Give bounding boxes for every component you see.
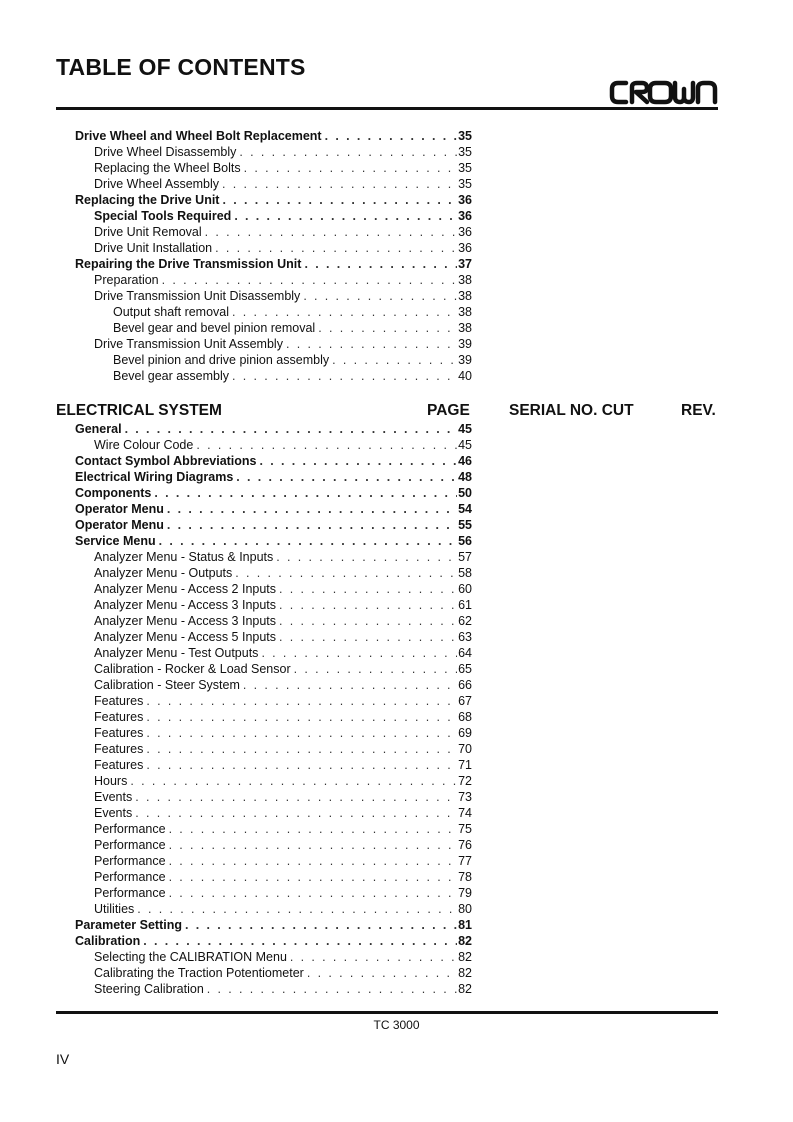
crown-logo-icon bbox=[609, 78, 719, 106]
toc-entry-page: 48 bbox=[458, 470, 472, 484]
rev-column-header: REV. bbox=[681, 402, 716, 419]
dot-leader bbox=[325, 128, 458, 144]
toc-entry[interactable] bbox=[56, 661, 472, 677]
toc-entry[interactable] bbox=[56, 757, 472, 773]
toc-entry-title: Features bbox=[94, 742, 144, 756]
toc-entry-title: Repairing the Drive Transmission Unit bbox=[75, 257, 302, 271]
dot-leader bbox=[235, 565, 457, 581]
toc-entry-title: Drive Wheel Disassembly bbox=[94, 145, 237, 159]
toc-entry-page: 45 bbox=[458, 438, 472, 452]
dot-leader bbox=[279, 629, 457, 645]
toc-entry-page: 56 bbox=[458, 534, 472, 548]
toc-entry-title: Bevel gear and bevel pinion removal bbox=[113, 321, 316, 335]
toc-entry[interactable] bbox=[56, 128, 472, 144]
toc-entry-page: 39 bbox=[458, 353, 472, 367]
toc-entry-page: 64 bbox=[458, 646, 472, 660]
toc-entry[interactable] bbox=[56, 789, 472, 805]
toc-entry-title: Special Tools Required bbox=[94, 209, 232, 223]
page-column-header: PAGE bbox=[427, 402, 470, 419]
toc-entry-title: Analyzer Menu - Access 2 Inputs bbox=[94, 582, 277, 596]
toc-entry[interactable] bbox=[56, 304, 472, 320]
dot-leader bbox=[307, 965, 457, 981]
toc-entry[interactable] bbox=[56, 725, 472, 741]
crown-logo bbox=[609, 78, 719, 106]
dot-leader bbox=[260, 453, 458, 469]
toc-entry-page: 67 bbox=[458, 694, 472, 708]
toc-entry-page: 39 bbox=[458, 337, 472, 351]
toc-entry[interactable] bbox=[56, 288, 472, 304]
toc-entry[interactable] bbox=[56, 581, 472, 597]
toc-entry[interactable] bbox=[56, 469, 472, 485]
toc-entry-title: Output shaft removal bbox=[113, 305, 230, 319]
toc-entry[interactable] bbox=[56, 933, 472, 949]
dot-leader bbox=[332, 352, 457, 368]
toc-entry-title: Electrical Wiring Diagrams bbox=[75, 470, 234, 484]
toc-entry[interactable] bbox=[56, 240, 472, 256]
dot-leader bbox=[125, 421, 458, 437]
toc-entry-title: Analyzer Menu - Access 3 Inputs bbox=[94, 614, 277, 628]
toc-entry[interactable] bbox=[56, 533, 472, 549]
toc-entry-page: 54 bbox=[458, 502, 472, 516]
toc-entry-title: Features bbox=[94, 694, 144, 708]
toc-entry[interactable] bbox=[56, 965, 472, 981]
dot-leader bbox=[318, 320, 457, 336]
toc-entry-page: 36 bbox=[458, 241, 472, 255]
toc-entry-page: 57 bbox=[458, 550, 472, 564]
dot-leader bbox=[169, 837, 458, 853]
toc-entry-title: Performance bbox=[94, 854, 166, 868]
toc-entry-page: 77 bbox=[458, 854, 472, 868]
toc-entry-title: Calibration - Steer System bbox=[94, 678, 240, 692]
toc-entry[interactable] bbox=[56, 741, 472, 757]
toc-entry-page: 62 bbox=[458, 614, 472, 628]
toc-entry[interactable] bbox=[56, 981, 472, 997]
toc-entry[interactable] bbox=[56, 565, 472, 581]
dot-leader bbox=[143, 933, 457, 949]
toc-entry-title: General bbox=[75, 422, 122, 436]
toc-entry-title: Components bbox=[75, 486, 152, 500]
dot-leader bbox=[232, 368, 457, 384]
toc-entry-title: Analyzer Menu - Test Outputs bbox=[94, 646, 259, 660]
toc-entry-page: 45 bbox=[458, 422, 472, 436]
toc-entry-page: 82 bbox=[458, 934, 472, 948]
toc-entry-title: Analyzer Menu - Status & Inputs bbox=[94, 550, 274, 564]
toc-entry-page: 60 bbox=[458, 582, 472, 596]
dot-leader bbox=[279, 581, 457, 597]
toc-entry-page: 55 bbox=[458, 518, 472, 532]
dot-leader bbox=[261, 645, 457, 661]
toc-entry-page: 82 bbox=[458, 950, 472, 964]
toc-entry[interactable] bbox=[56, 869, 472, 885]
toc-entry-title: Performance bbox=[94, 886, 166, 900]
dot-leader bbox=[185, 917, 457, 933]
dot-leader bbox=[135, 789, 457, 805]
toc-entry-title: Steering Calibration bbox=[94, 982, 204, 996]
toc-entry[interactable] bbox=[56, 917, 472, 933]
toc-entry-title: Replacing the Drive Unit bbox=[75, 193, 220, 207]
toc-entry[interactable] bbox=[56, 437, 472, 453]
dot-leader bbox=[146, 693, 457, 709]
toc-entry[interactable] bbox=[56, 709, 472, 725]
toc-entry-page: 75 bbox=[458, 822, 472, 836]
toc-list-maintenance bbox=[56, 128, 472, 384]
model-name: TC 3000 bbox=[373, 1018, 420, 1032]
dot-leader bbox=[162, 272, 457, 288]
toc-entry[interactable] bbox=[56, 901, 472, 917]
toc-entry-page: 36 bbox=[458, 225, 472, 239]
toc-entry[interactable] bbox=[56, 501, 472, 517]
toc-entry[interactable] bbox=[56, 176, 472, 192]
toc-entry-title: Bevel pinion and drive pinion assembly bbox=[113, 353, 330, 367]
toc-entry-page: 79 bbox=[458, 886, 472, 900]
dot-leader bbox=[279, 613, 457, 629]
toc-entry[interactable] bbox=[56, 645, 472, 661]
page-title: TABLE OF CONTENTS bbox=[56, 54, 306, 80]
toc-list-electrical bbox=[56, 421, 472, 997]
toc-entry[interactable] bbox=[56, 677, 472, 693]
toc-entry-page: 61 bbox=[458, 598, 472, 612]
toc-entry-page: 36 bbox=[458, 193, 472, 207]
dot-leader bbox=[146, 725, 457, 741]
toc-entry-page: 74 bbox=[458, 806, 472, 820]
toc-entry-page: 73 bbox=[458, 790, 472, 804]
toc-entry[interactable] bbox=[56, 597, 472, 613]
toc-entry-page: 63 bbox=[458, 630, 472, 644]
toc-entry-title: Parameter Setting bbox=[75, 918, 182, 932]
dot-leader bbox=[169, 869, 458, 885]
toc-entry-title: Wire Colour Code bbox=[94, 438, 194, 452]
toc-entry-title: Drive Transmission Unit Disassembly bbox=[94, 289, 301, 303]
dot-leader bbox=[222, 176, 457, 192]
toc-entry-title: Service Menu bbox=[75, 534, 156, 548]
dot-leader bbox=[169, 885, 458, 901]
dot-leader bbox=[222, 192, 457, 208]
footer-rule bbox=[56, 1011, 718, 1014]
toc-entry-title: Calibrating the Traction Potentiometer bbox=[94, 966, 304, 980]
toc-entry-title: Analyzer Menu - Outputs bbox=[94, 566, 233, 580]
toc-entry-page: 40 bbox=[458, 369, 472, 383]
toc-entry-page: 68 bbox=[458, 710, 472, 724]
toc-entry-title: Drive Wheel Assembly bbox=[94, 177, 220, 191]
toc-entry[interactable] bbox=[56, 192, 472, 208]
toc-entry-page: 35 bbox=[458, 129, 472, 143]
dot-leader bbox=[304, 256, 457, 272]
dot-leader bbox=[215, 240, 457, 256]
dot-leader bbox=[290, 949, 457, 965]
toc-entry-title: Features bbox=[94, 710, 144, 724]
dot-leader bbox=[130, 773, 457, 789]
toc-entry-title: Operator Menu bbox=[75, 518, 164, 532]
toc-entry-title: Calibration bbox=[75, 934, 141, 948]
toc-entry[interactable] bbox=[56, 485, 472, 501]
toc-entry-page: 82 bbox=[458, 966, 472, 980]
section-title: ELECTRICAL SYSTEM bbox=[56, 402, 222, 419]
toc-entry-page: 37 bbox=[458, 257, 472, 271]
toc-entry[interactable] bbox=[56, 773, 472, 789]
toc-entry[interactable] bbox=[56, 821, 472, 837]
toc-entry-page: 70 bbox=[458, 742, 472, 756]
toc-entry[interactable] bbox=[56, 629, 472, 645]
toc-entry-title: Contact Symbol Abbreviations bbox=[75, 454, 257, 468]
toc-entry-title: Preparation bbox=[94, 273, 159, 287]
toc-entry[interactable] bbox=[56, 368, 472, 384]
toc-entry-page: 66 bbox=[458, 678, 472, 692]
toc-entry[interactable] bbox=[56, 224, 472, 240]
toc-entry-page: 35 bbox=[458, 161, 472, 175]
dot-leader bbox=[135, 805, 457, 821]
dot-leader bbox=[146, 741, 457, 757]
dot-leader bbox=[167, 501, 457, 517]
toc-entry-page: 80 bbox=[458, 902, 472, 916]
toc-entry-title: Replacing the Wheel Bolts bbox=[94, 161, 241, 175]
dot-leader bbox=[169, 853, 458, 869]
toc-entry-page: 38 bbox=[458, 321, 472, 335]
dot-leader bbox=[303, 288, 457, 304]
toc-entry[interactable] bbox=[56, 613, 472, 629]
toc-entry[interactable] bbox=[56, 160, 472, 176]
toc-entry-title: Performance bbox=[94, 870, 166, 884]
toc-entry-page: 50 bbox=[458, 486, 472, 500]
dot-leader bbox=[146, 709, 457, 725]
toc-entry[interactable] bbox=[56, 549, 472, 565]
toc-entry[interactable] bbox=[56, 885, 472, 901]
dot-leader bbox=[167, 517, 457, 533]
dot-leader bbox=[279, 597, 457, 613]
dot-leader bbox=[236, 469, 457, 485]
toc-entry[interactable] bbox=[56, 853, 472, 869]
toc-entry[interactable] bbox=[56, 320, 472, 336]
serial-column-header: SERIAL NO. CUT bbox=[509, 402, 634, 419]
toc-entry[interactable] bbox=[56, 421, 472, 437]
toc-entry-title: Features bbox=[94, 758, 144, 772]
toc-entry-page: 72 bbox=[458, 774, 472, 788]
toc-entry-page: 36 bbox=[458, 209, 472, 223]
toc-entry-title: Drive Transmission Unit Assembly bbox=[94, 337, 283, 351]
dot-leader bbox=[205, 224, 457, 240]
toc-entry-page: 38 bbox=[458, 305, 472, 319]
toc-entry-title: Events bbox=[94, 790, 133, 804]
toc-entry-page: 82 bbox=[458, 982, 472, 996]
dot-leader bbox=[137, 901, 457, 917]
toc-entry[interactable] bbox=[56, 336, 472, 352]
toc-entry-page: 38 bbox=[458, 289, 472, 303]
toc-entry[interactable] bbox=[56, 837, 472, 853]
dot-leader bbox=[286, 336, 457, 352]
toc-entry-title: Hours bbox=[94, 774, 128, 788]
toc-entry-title: Drive Wheel and Wheel Bolt Replacement bbox=[75, 129, 322, 143]
dot-leader bbox=[294, 661, 457, 677]
toc-entry-page: 81 bbox=[458, 918, 472, 932]
toc-entry-title: Operator Menu bbox=[75, 502, 164, 516]
dot-leader bbox=[154, 485, 457, 501]
toc-entry-title: Drive Unit Installation bbox=[94, 241, 213, 255]
toc-entry-page: 69 bbox=[458, 726, 472, 740]
toc-entry[interactable] bbox=[56, 453, 472, 469]
toc-entry-title: Events bbox=[94, 806, 133, 820]
toc-entry[interactable] bbox=[56, 256, 472, 272]
toc-entry-title: Utilities bbox=[94, 902, 135, 916]
dot-leader bbox=[196, 437, 457, 453]
toc-entry[interactable] bbox=[56, 805, 472, 821]
dot-leader bbox=[239, 144, 457, 160]
toc-entry[interactable] bbox=[56, 272, 472, 288]
dot-leader bbox=[207, 981, 457, 997]
toc-entry[interactable] bbox=[56, 208, 472, 224]
toc-entry-page: 35 bbox=[458, 177, 472, 191]
toc-entry-page: 58 bbox=[458, 566, 472, 580]
dot-leader bbox=[146, 757, 457, 773]
dot-leader bbox=[232, 304, 457, 320]
header-rule bbox=[56, 107, 718, 110]
toc-entry-title: Calibration - Rocker & Load Sensor bbox=[94, 662, 291, 676]
toc-entry-title: Features bbox=[94, 726, 144, 740]
toc-entry-title: Selecting the CALIBRATION Menu bbox=[94, 950, 287, 964]
dot-leader bbox=[234, 208, 457, 224]
toc-entry-title: Performance bbox=[94, 822, 166, 836]
toc-entry-title: Analyzer Menu - Access 5 Inputs bbox=[94, 630, 277, 644]
dot-leader bbox=[159, 533, 458, 549]
toc-entry-page: 76 bbox=[458, 838, 472, 852]
toc-entry-page: 38 bbox=[458, 273, 472, 287]
page-number: IV bbox=[56, 1051, 70, 1067]
toc-entry-page: 71 bbox=[458, 758, 472, 772]
toc-entry[interactable] bbox=[56, 517, 472, 533]
toc-entry-title: Drive Unit Removal bbox=[94, 225, 202, 239]
dot-leader bbox=[244, 160, 457, 176]
dot-leader bbox=[276, 549, 457, 565]
toc-entry-title: Performance bbox=[94, 838, 166, 852]
toc-entry[interactable] bbox=[56, 949, 472, 965]
dot-leader bbox=[243, 677, 457, 693]
toc-entry[interactable] bbox=[56, 144, 472, 160]
toc-entry-page: 46 bbox=[458, 454, 472, 468]
toc-entry[interactable] bbox=[56, 352, 472, 368]
toc-entry-title: Bevel gear assembly bbox=[113, 369, 230, 383]
toc-entry-title: Analyzer Menu - Access 3 Inputs bbox=[94, 598, 277, 612]
toc-entry-page: 35 bbox=[458, 145, 472, 159]
toc-entry-page: 78 bbox=[458, 870, 472, 884]
toc-entry[interactable] bbox=[56, 693, 472, 709]
toc-entry-page: 65 bbox=[458, 662, 472, 676]
dot-leader bbox=[169, 821, 458, 837]
